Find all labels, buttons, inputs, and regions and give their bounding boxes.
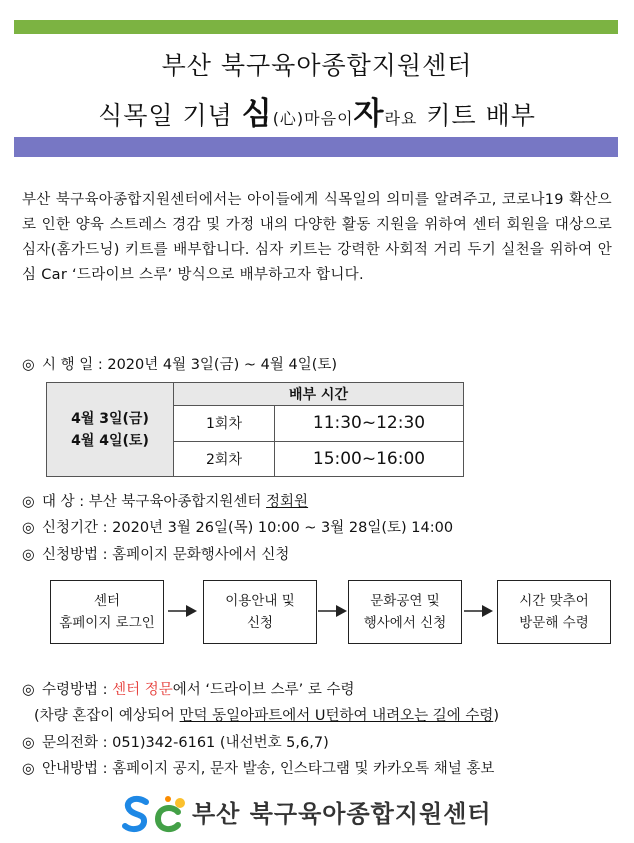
apply-method-value: 홈페이지 문화행사에서 신청 — [112, 547, 290, 563]
step-box-4 — [497, 580, 611, 644]
title-part: 키트 배부 — [417, 101, 536, 130]
period-line — [22, 353, 337, 374]
receive-note — [34, 704, 499, 725]
target-value: 부산 북구육아종합지원센터 — [88, 494, 267, 510]
receive-location: 센터 정문 — [112, 682, 173, 698]
note-post: ) — [493, 708, 500, 724]
period-label: 시 행 일 : — [42, 357, 108, 373]
title-part: 식목일 기념 — [98, 101, 242, 130]
step-line: 이용안내 및 — [225, 593, 295, 609]
bullet-mark: ◎ — [22, 682, 35, 698]
bullet-mark: ◎ — [22, 547, 35, 563]
schedule-round-2: 2회차 — [174, 441, 275, 476]
phone-value: 051)342-6161 (내선번호 5,6,7) — [112, 735, 329, 751]
receive-line — [22, 678, 355, 699]
target-label: 대 상 : — [42, 494, 89, 510]
bullet-mark: ◎ — [22, 357, 35, 373]
receive-rest: 에서 ‘드라이브 스루’ 로 수령 — [172, 682, 355, 698]
target-line — [22, 490, 308, 511]
target-member: 정회원 — [266, 494, 309, 510]
schedule-time-2: 15:00~16:00 — [275, 441, 464, 476]
bullet-mark: ◎ — [22, 494, 35, 510]
schedule-dates-cell — [47, 383, 174, 477]
schedule-header: 배부 시간 — [174, 383, 464, 406]
process-flow — [50, 580, 610, 646]
title-line-2 — [0, 88, 634, 133]
footer-logo — [120, 793, 540, 835]
step-line: 문화공연 및 — [370, 593, 440, 609]
schedule-date-1: 4월 3일(금) — [71, 410, 149, 427]
title-emphasis-sim: 심 — [241, 96, 273, 132]
apply-method-line — [22, 543, 289, 564]
bullet-mark: ◎ — [22, 520, 35, 536]
step-box-1 — [50, 580, 164, 644]
apply-period-value: 2020년 3월 26일(목) 10:00 ~ 3월 28일(토) 14:00 — [112, 520, 454, 536]
schedule-round-1: 1회차 — [174, 406, 275, 441]
top-color-bar — [14, 20, 618, 34]
notice-label: 안내방법 : — [42, 761, 113, 777]
title-part: 라요 — [384, 109, 418, 128]
step-line: 방문해 수령 — [519, 615, 589, 631]
schedule-time-1: 11:30~12:30 — [275, 406, 464, 441]
schedule-table — [46, 382, 464, 477]
sc-logo-icon — [120, 793, 188, 835]
step-line: 신청 — [246, 615, 274, 631]
apply-period-line — [22, 516, 453, 537]
step-box-3 — [348, 580, 462, 644]
phone-line — [22, 731, 329, 752]
title-part: (心)마음이 — [272, 109, 354, 128]
arrow-right-icon — [464, 601, 494, 621]
arrow-right-icon — [318, 601, 348, 621]
apply-period-label: 신청기간 : — [42, 520, 113, 536]
arrow-right-icon — [168, 601, 198, 621]
note-underlined: 만덕 동일아파트에서 U턴하여 내려오는 길에 수령 — [179, 708, 494, 724]
bullet-mark: ◎ — [22, 735, 35, 751]
title-underline-bar — [14, 137, 618, 157]
title-line-1: 부산 북구육아종합지원센터 — [161, 51, 473, 80]
intro-paragraph: 부산 북구육아종합지원센터에서는 아이들에게 식목일의 의미를 알려주고, 코로나19 확산으로 인한 양육 스트레스 경감 및 가정 내의 다양한 활동 지원을 위하여 센터 회원을 대상으로 심자(홈가드닝) 키트를 배부합니다. 심자 키트는 강력한 사회적 거리 두기 실천을 위하여 안심 Car ‘드라이브 스루’ 방식으로 배부하고자 합니다. — [22, 192, 612, 283]
receive-label: 수령방법 : — [42, 682, 113, 698]
schedule-date-2: 4월 4일(토) — [71, 432, 149, 449]
step-line: 홈페이지 로그인 — [59, 615, 155, 631]
footer-org-name: 부산 북구육아종합지원센터 — [192, 800, 492, 828]
title-emphasis-ja: 자 — [353, 96, 385, 132]
step-line: 행사에서 신청 — [363, 615, 447, 631]
note-pre: (차량 혼잡이 예상되어 — [34, 708, 180, 724]
step-line: 센터 — [93, 593, 121, 609]
notice-value: 홈페이지 공지, 문자 발송, 인스타그램 및 카카오톡 채널 홍보 — [112, 761, 495, 777]
bullet-mark: ◎ — [22, 761, 35, 777]
notice-line — [22, 757, 494, 778]
period-value: 2020년 4월 3일(금) ~ 4월 4일(토) — [107, 357, 338, 373]
apply-method-label: 신청방법 : — [42, 547, 113, 563]
step-box-2 — [203, 580, 317, 644]
phone-label: 문의전화 : — [42, 735, 113, 751]
step-line: 시간 맞추어 — [519, 593, 589, 609]
